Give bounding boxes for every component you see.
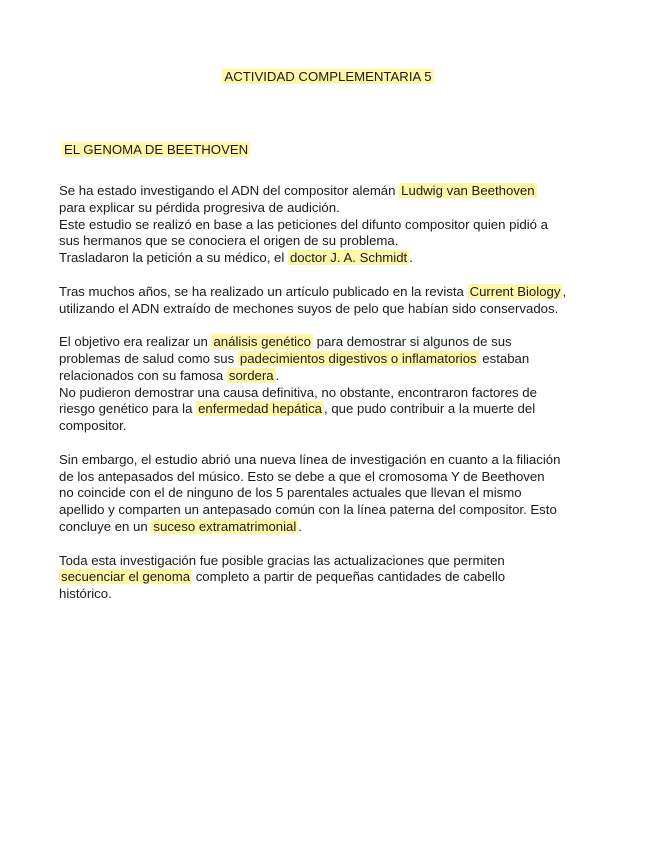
- text-run: sus hermanos que se conociera el origen de su problema.: [59, 233, 399, 249]
- text-run: para explicar su pérdida progresiva de audición.: [59, 199, 340, 215]
- text-line: [59, 569, 615, 586]
- title-highlight: ACTIVIDAD COMPLEMENTARIA 5: [224, 69, 432, 84]
- heading-highlight: EL GENOMA DE BEETHOVEN: [64, 142, 249, 157]
- text-line: [59, 452, 615, 469]
- text-line: [59, 183, 615, 200]
- text-run: Sin embargo, el estudio abrió una nueva línea de investigación en cuanto a la filiación: [59, 451, 561, 467]
- text-run: Este estudio se realizó en base a las peticiones del difunto compositor quien pidió a: [59, 216, 548, 232]
- text-run: compositor.: [59, 418, 127, 434]
- paragraph: [59, 334, 615, 435]
- text-line: [59, 385, 615, 402]
- text-line: [59, 334, 615, 351]
- section-heading: [62, 141, 250, 159]
- text-line: [59, 200, 615, 217]
- highlighted-term: Ludwig van Beethoven: [401, 183, 535, 198]
- text-run: Toda esta investigación fue posible gracias las actualizaciones que permiten: [59, 552, 505, 568]
- text-run: riesgo genético para la: [59, 401, 197, 417]
- text-run: El objetivo era realizar un: [59, 334, 212, 350]
- text-run: para demostrar si algunos de sus: [312, 334, 512, 350]
- text-run: concluye en un: [59, 518, 152, 534]
- page-title: [0, 68, 656, 86]
- text-run: Tras muchos años, se ha realizado un artículo publicado en la revista: [59, 283, 468, 299]
- paragraph: [59, 284, 615, 318]
- text-run: completo a partir de pequeñas cantidades de cabello: [192, 569, 506, 585]
- text-run: .: [298, 518, 302, 534]
- highlighted-term: enfermedad hepática: [198, 401, 322, 417]
- text-run: ,: [562, 283, 567, 299]
- text-line: [59, 586, 615, 603]
- highlighted-term: doctor J. A. Schmidt: [289, 250, 408, 266]
- text-run: histórico.: [59, 586, 112, 602]
- highlighted-term: padecimientos digestivos o inflamatorios: [239, 350, 477, 366]
- text-run: de los antepasados del músico. Esto se debe a que el cromosoma Y de Beethoven: [59, 468, 545, 484]
- text-line: [59, 233, 615, 250]
- text-line: [59, 401, 615, 418]
- text-line: [59, 284, 615, 301]
- text-line: [59, 502, 615, 519]
- text-run: Se ha estado investigando el ADN del compositor alemán: [59, 183, 400, 198]
- text-run: Trasladaron la petición a su médico, el: [59, 250, 288, 266]
- text-line: [59, 368, 615, 385]
- text-line: [59, 553, 615, 570]
- highlighted-term: secuenciar el genoma: [61, 569, 191, 585]
- text-run: No pudieron demostrar una causa definitiva, no obstante, encontraron factores de: [59, 384, 537, 400]
- text-run: problemas de salud como sus: [59, 350, 238, 366]
- text-line: [59, 485, 615, 502]
- text-line: [59, 217, 615, 234]
- text-run: apellido y comparten un antepasado común con la línea paterna del compositor. Esto: [59, 502, 557, 518]
- highlighted-term: análisis genético: [213, 334, 311, 350]
- highlighted-term: Current Biology: [469, 283, 561, 299]
- text-run: , que pudo contribuir a la muerte del: [324, 401, 536, 417]
- text-run: relacionados con su famosa: [59, 367, 227, 383]
- text-run: estaban: [478, 350, 530, 366]
- text-line: [59, 469, 615, 486]
- paragraph: [59, 553, 615, 603]
- text-line: [59, 418, 615, 435]
- highlighted-term: sordera: [228, 367, 274, 383]
- highlighted-term: suceso extramatrimonial: [153, 518, 297, 534]
- text-line: [59, 301, 615, 318]
- document-body: [59, 183, 615, 620]
- paragraph: [59, 452, 615, 536]
- text-run: .: [409, 250, 413, 266]
- text-line: [59, 351, 615, 368]
- paragraph: [59, 183, 615, 267]
- text-run: .: [275, 367, 280, 383]
- text-run: utilizando el ADN extraído de mechones suyos de pelo que habían sido conservados.: [59, 300, 559, 316]
- text-run: no coincide con el de ninguno de los 5 parentales actuales que llevan el mismo: [59, 485, 522, 501]
- text-line: [59, 250, 615, 267]
- text-line: [59, 519, 615, 536]
